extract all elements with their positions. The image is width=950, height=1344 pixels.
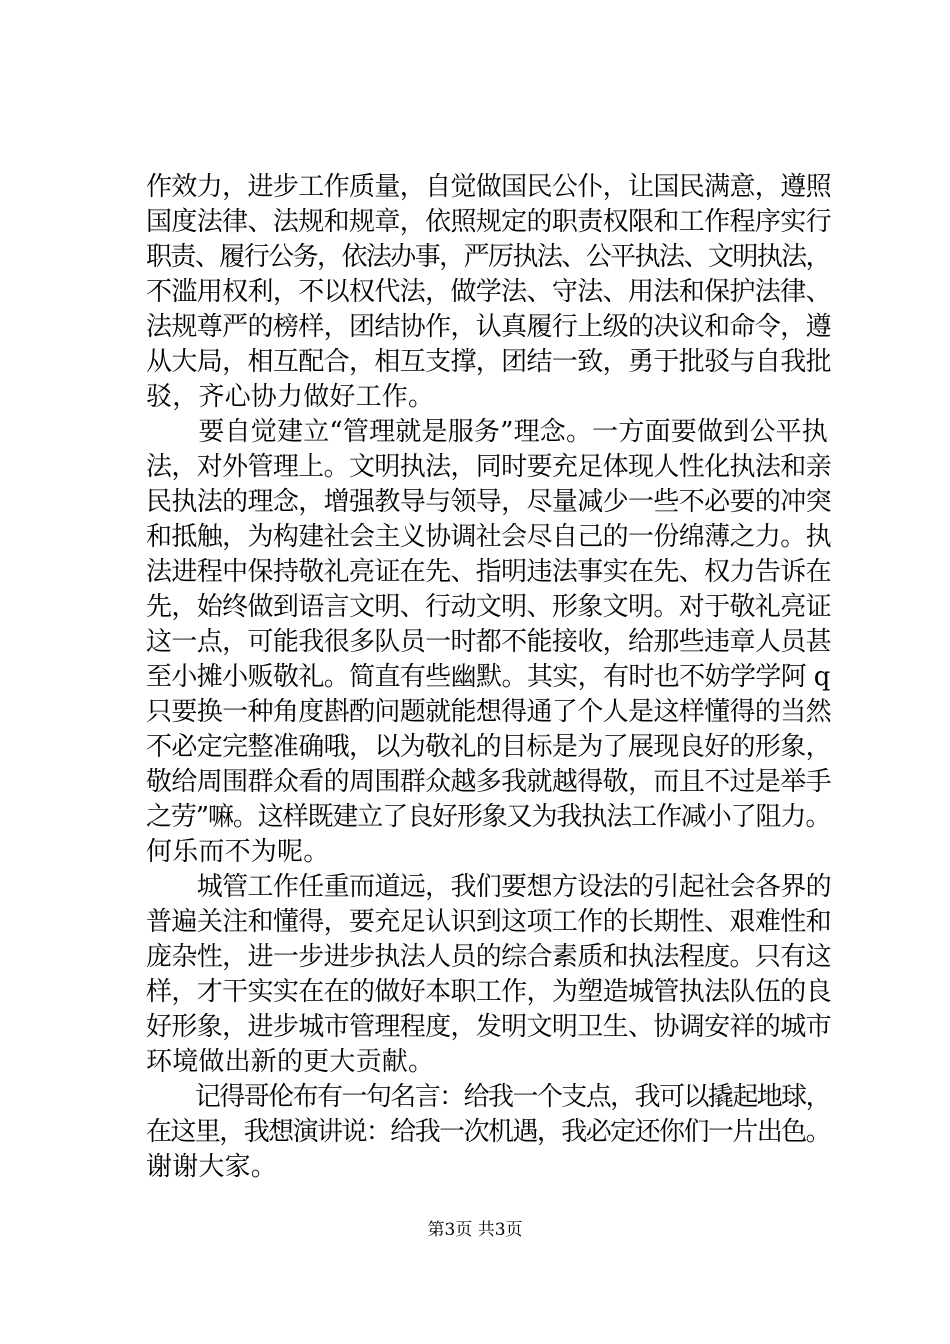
paragraph: [146, 415, 836, 870]
text-line: 好形象，进步城市管理程度，发明文明卫生、协调安祥的城市: [146, 1012, 831, 1042]
text-line: 法，对外管理上。文明执法，同时要充足体现人性化执法和亲: [146, 452, 831, 482]
text-line: 职责、履行公务，依法办事，严厉执法、公平执法、文明执法，: [146, 242, 831, 272]
text-line: 作效力，进步工作质量，自觉做国民公仆，让国民满意，遵照: [146, 172, 831, 202]
text-line: 敬给周围群众看的周围群众越多我就越得敬，而且不过是举手: [146, 767, 831, 797]
text-line: 普遍关注和懂得，要充足认识到这项工作的长期性、艰难性和: [146, 907, 831, 937]
text-line: 法规尊严的榜样，团结协作，认真履行上级的决议和命令，遵: [146, 312, 831, 342]
text-line: 国度法律、法规和规章，依照规定的职责权限和工作程序实行: [146, 207, 831, 237]
text-line: 庞杂性，进一步进步执法人员的综合素质和执法程度。只有这: [146, 942, 831, 972]
text-line: 不必定完整准确哦，以为敬礼的目标是为了展现良好的形象，: [146, 732, 831, 762]
text-line: 记得哥伦布有一句名言：给我一个支点，我可以撬起地球，: [146, 1082, 831, 1112]
text-line: 驳，齐心协力做好工作。: [146, 382, 435, 412]
text-line: 法进程中保持敬礼亮证在先、指明违法事实在先、权力告诉在: [146, 557, 831, 587]
text-line: 这一点，可能我很多队员一时都不能接收，给那些违章人员甚: [146, 627, 831, 657]
text-line: 样，才干实实在在的做好本职工作，为塑造城管执法队伍的良: [146, 977, 831, 1007]
text-line: 和抵触，为构建社会主义协调社会尽自己的一份绵薄之力。执: [146, 522, 831, 552]
text-line: 谢谢大家。: [146, 1152, 278, 1182]
text-line: 从大局，相互配合，相互支撑，团结一致，勇于批驳与自我批: [146, 347, 831, 377]
paragraph: [146, 870, 836, 1080]
document-body: [146, 170, 836, 1185]
text-line: 城管工作任重而道远，我们要想方设法的引起社会各界的: [146, 872, 831, 902]
text-line: 环境做出新的更大贡献。: [146, 1047, 435, 1077]
text-line: 至小摊小贩敬礼。简直有些幽默。其实，有时也不妨学学阿 q: [146, 662, 830, 692]
text-line: 只要换一种角度斟酌问题就能想得通了个人是这样懂得的当然: [146, 697, 831, 727]
text-line: 不滥用权利，不以权代法，做学法、守法、用法和保护法律、: [146, 277, 831, 307]
text-line: 先，始终做到语言文明、行动文明、形象文明。对于敬礼亮证: [146, 592, 831, 622]
text-line: 要自觉建立“管理就是服务”理念。一方面要做到公平执: [146, 417, 828, 447]
text-line: 之劳”嘛。这样既建立了良好形象又为我执法工作减小了阻力。: [146, 802, 831, 832]
paragraph: [146, 170, 836, 415]
text-line: 在这里，我想演讲说：给我一次机遇，我必定还你们一片出色。: [146, 1117, 831, 1147]
page-footer: 第3页 共3页: [427, 1220, 523, 1240]
text-line: 民执法的理念，增强教导与领导，尽量减少一些不必要的冲突: [146, 487, 831, 517]
text-line: 何乐而不为呢。: [146, 837, 330, 867]
paragraph: [146, 1080, 836, 1185]
